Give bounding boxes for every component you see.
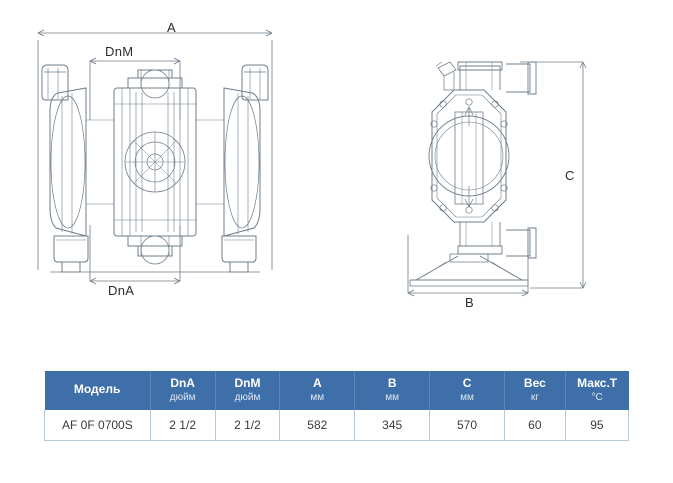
cell-b: 345: [355, 410, 430, 441]
column-header-dna: [150, 371, 215, 410]
table-header-row: [45, 371, 629, 410]
column-unit: мм: [460, 391, 474, 403]
cell-model: AF 0F 0700S: [45, 410, 151, 441]
column-unit: мм: [385, 391, 400, 403]
side-view-drawing: [380, 0, 673, 345]
column-label: B: [387, 376, 397, 390]
cell-dna: 2 1/2: [150, 410, 215, 441]
column-header-weight: [504, 371, 565, 410]
dimension-label-b: B: [465, 295, 474, 310]
dimension-line-dna: [90, 225, 180, 284]
cell-weight: 60: [504, 410, 565, 441]
column-header-maxt: [565, 371, 628, 410]
column-label: C: [462, 376, 472, 390]
column-header-b: [355, 371, 430, 410]
cell-c: 570: [430, 410, 505, 441]
table-row: [45, 410, 629, 441]
column-header-dnm: [215, 371, 280, 410]
column-header-c: [430, 371, 505, 410]
cell-maxt: 95: [565, 410, 628, 441]
column-unit: дюйм: [234, 391, 261, 403]
column-label: A: [312, 376, 322, 390]
column-header-model: [45, 371, 151, 410]
column-label: Вес: [523, 376, 546, 390]
column-unit: кг: [530, 391, 539, 403]
dimension-line-b: [408, 235, 528, 296]
cell-a: 582: [280, 410, 355, 441]
column-label: Модель: [73, 381, 121, 396]
column-header-a: [280, 371, 355, 410]
front-view-drawing: [10, 0, 350, 345]
column-label: Макс.T: [577, 376, 618, 390]
dimension-label-a: A: [167, 20, 176, 35]
column-label: DnM: [234, 376, 261, 390]
specification-table: [44, 371, 629, 441]
dimension-label-dnm: DnM: [105, 44, 134, 59]
column-label: DnA: [170, 376, 195, 390]
cell-dnm: 2 1/2: [215, 410, 280, 441]
column-unit: дюйм: [169, 391, 196, 403]
column-unit: мм: [310, 391, 325, 403]
column-unit: °C: [591, 391, 603, 403]
dimension-label-dna: DnA: [108, 283, 135, 298]
dimension-line-dnm: [90, 58, 180, 120]
dimension-label-c: C: [565, 168, 575, 183]
